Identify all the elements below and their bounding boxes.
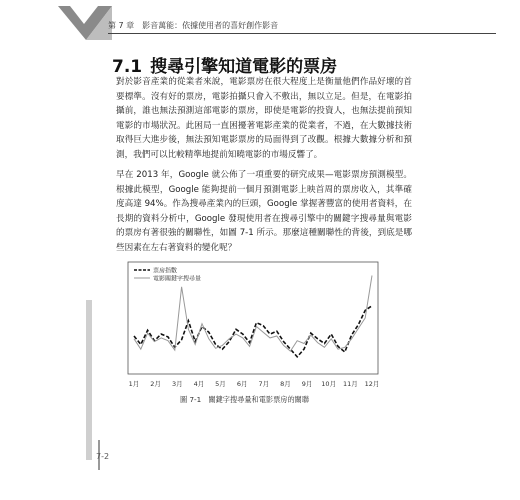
- header-rule: [108, 33, 496, 34]
- x-tick-label: 8月: [280, 380, 291, 388]
- line-chart: [120, 260, 382, 396]
- x-tick-label: 10月: [321, 380, 337, 388]
- section-heading: [112, 52, 337, 77]
- page-number: 7-2: [96, 452, 110, 461]
- legend-label: 票房指數: [153, 267, 178, 275]
- page-side-tab: [86, 300, 92, 460]
- x-tick-label: 4月: [193, 380, 205, 388]
- legend-label: 電影關鍵字搜尋量: [153, 275, 202, 283]
- x-tick-label: 7月: [258, 380, 270, 388]
- chart-legend: [134, 267, 201, 283]
- section-title: 搜尋引擎知道電影的票房: [150, 57, 338, 77]
- section-number: 7.1: [112, 57, 143, 77]
- figure-caption: 圖 7-1 關鍵字搜尋量和電影票房的關聯: [180, 395, 310, 404]
- body-paragraph: 早在 2013 年，Google 就公佈了一項重要的研究成果—電影票房預測模型。根據此模型，Google 能夠提前一個月預測電影上映首周的票房收入，其準確度高達 94%。作為搜尋產業內的巨頭，Google 掌握著豐富的使用者資料，在長期的資料分析中，Google 發現使用者在搜尋引擎中的關鍵字搜尋量與電影的票房有著很強的關聯性，如圖 7-1 所示。那麼這種關聯性的背後，到底是哪些因素在左右著資料的變化呢？: [116, 170, 412, 253]
- x-tick-label: 12月: [364, 380, 380, 388]
- x-tick-label: 2月: [150, 380, 161, 388]
- series-line-2: [134, 276, 372, 352]
- x-tick-label: 5月: [215, 380, 226, 388]
- x-tick-label: 6月: [236, 380, 248, 388]
- chapter-title: 第 7 章 影音萬能：依據使用者的喜好創作影音: [108, 21, 279, 30]
- chapter-header: [96, 15, 496, 37]
- x-tick-label: 1月: [128, 380, 140, 388]
- body-paragraph: 對於影音產業的從業者來說，電影票房在很大程度上是衡量他們作品好壞的首要標準。沒有好的票房，電影拍攝只會入不敷出，無以立足。但是，在電影拍攝前，誰也無法預測這部電影的票房，即使是電影的投資人，也無法提前預知電影的市場狀況。此困局一直困擾著電影產業的從業者，不過，在大數據技術取得巨大進步後，無法預知電影票房的局面得到了改觀。根據大數據分析和預測，我們可以比較精準地提前知曉電影的市場反響了。: [116, 77, 412, 160]
- series-line-1: [134, 306, 372, 357]
- x-tick-label: 9月: [301, 380, 313, 388]
- x-tick-label: 11月: [343, 380, 358, 388]
- x-tick-label: 3月: [171, 380, 183, 388]
